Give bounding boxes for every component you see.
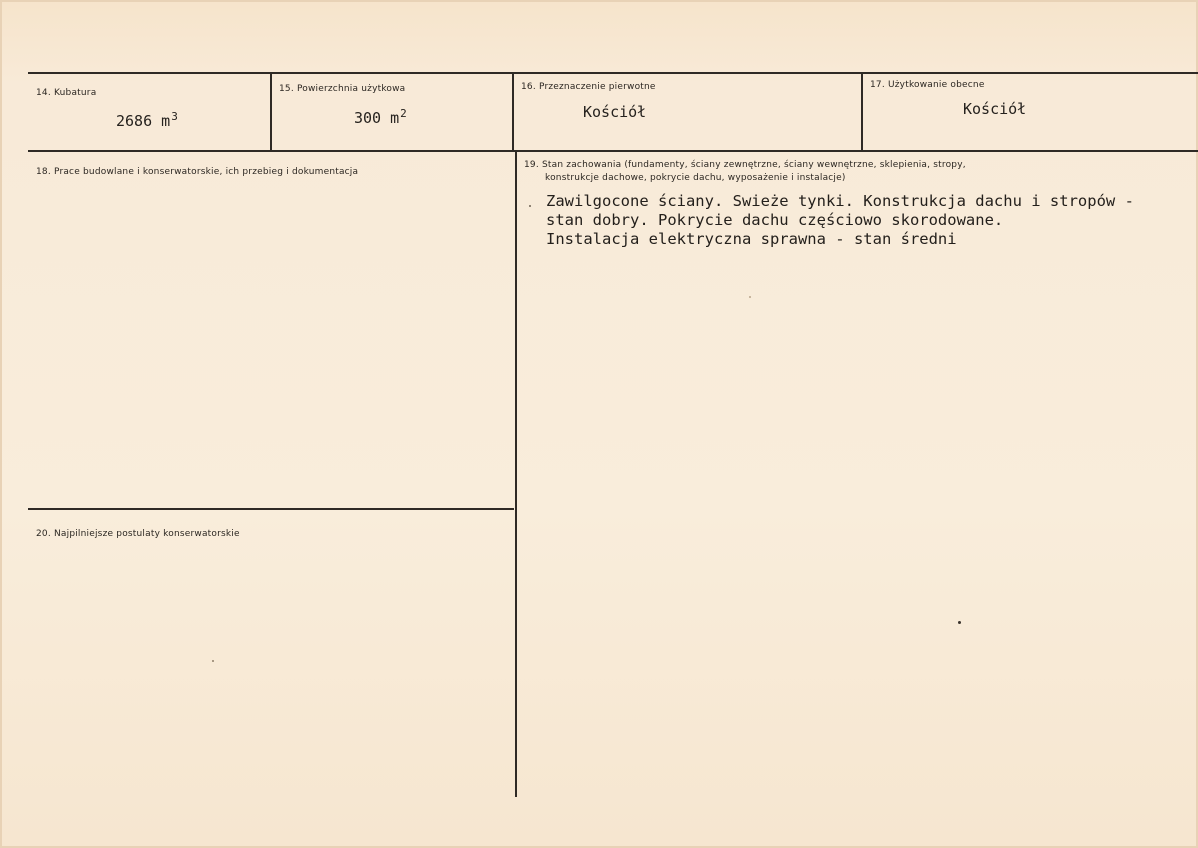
field-19-label-line2: konstrukcje dachowe, pokrycie dachu, wyposażenie i instalacje) [545, 173, 846, 183]
col-divider-16-17 [861, 74, 863, 151]
top-rule [28, 72, 1198, 74]
section-divider-18-20 [28, 508, 514, 510]
field-14-value: 2686 $m^3$ [116, 110, 178, 130]
field-16-label: 16. Przeznaczenie pierwotne [521, 82, 656, 92]
field-15-label: 15. Powierzchnia użytkowa [279, 84, 406, 94]
field-15-value: 300 $m^2$ [354, 107, 407, 127]
field-18-label: 18. Prace budowlane i konserwatorskie, ich przebieg i dokumentacja [36, 167, 359, 177]
field-19-text-line-2: stan dobry. Pokrycie dachu częściowo skorodowane. [546, 211, 1004, 229]
col-divider-14-15 [270, 74, 272, 151]
field-16-value: Kościół [583, 103, 647, 121]
field-19-label-line1: 19. Stan zachowania (fundamenty, ściany zewnętrzne, ściany wewnętrzne, sklepienia, stropy, [524, 160, 966, 170]
row-divider [28, 150, 1198, 152]
field-17-value: Kościół [963, 100, 1027, 118]
field-20-label: 20. Najpilniejsze postulaty konserwatorskie [36, 529, 240, 539]
paper-speck [749, 296, 751, 298]
paper-speck [529, 205, 531, 207]
paper-speck [958, 621, 961, 624]
main-col-divider [515, 152, 517, 797]
col-divider-15-16 [512, 74, 514, 151]
paper-speck [212, 660, 214, 662]
field-19-text-line-3: Instalacja elektryczna sprawna - stan średni [546, 230, 957, 248]
field-17-label: 17. Użytkowanie obecne [870, 80, 985, 90]
field-14-label: 14. Kubatura [36, 88, 97, 98]
field-19-text-line-1: Zawilgocone ściany. Swieże tynki. Konstrukcja dachu i stropów - [546, 192, 1134, 210]
